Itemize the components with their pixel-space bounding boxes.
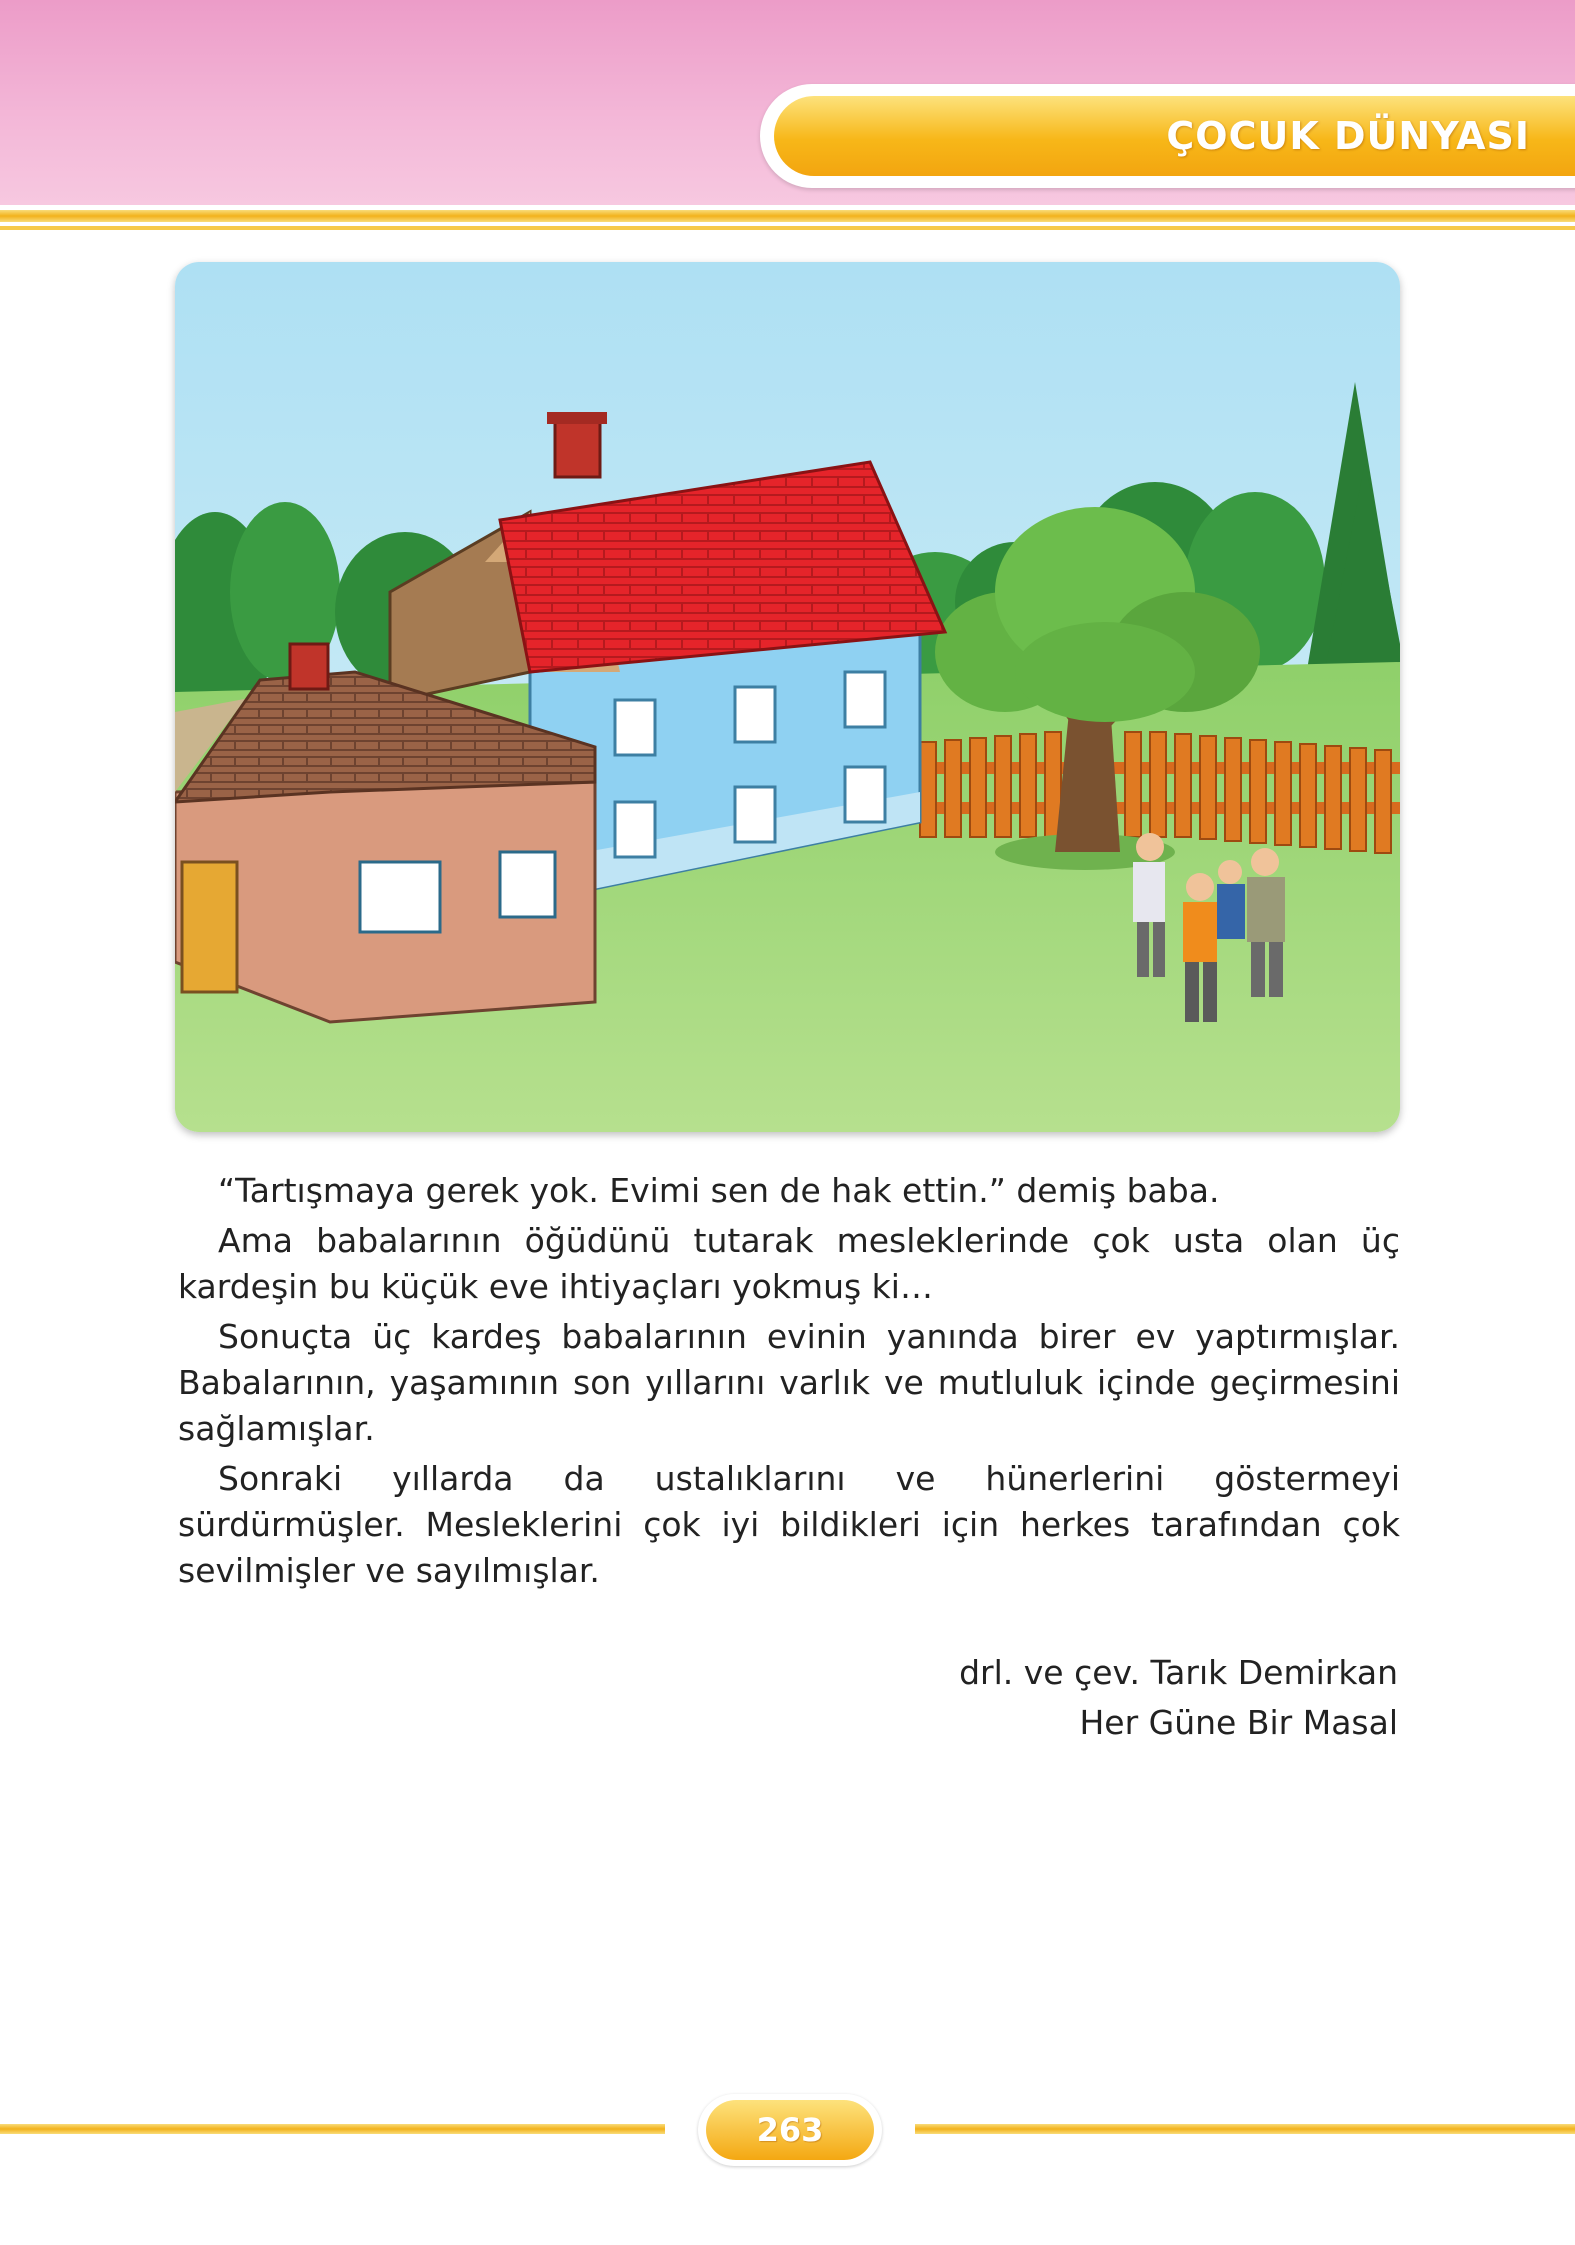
story-paragraph: “Tartışmaya gerek yok. Evimi sen de hak ettin.” demiş baba.	[218, 1171, 1220, 1210]
source-credit	[959, 1648, 1398, 1748]
footer-line-right	[915, 2124, 1575, 2134]
story-text	[178, 1168, 1400, 1598]
credit-book: Her Güne Bir Masal	[1079, 1703, 1398, 1742]
story-paragraph: Ama babalarının öğüdünü tutarak mesleklerinde çok usta olan üç kardeşin bu küçük eve ihtiyaçları yokmuş ki…	[178, 1221, 1400, 1306]
credit-author: drl. ve çev. Tarık Demirkan	[959, 1653, 1398, 1692]
story-illustration	[175, 262, 1400, 1132]
story-paragraph: Sonuçta üç kardeş babalarının evinin yanında birer ev yaptırmışlar. Babalarının, yaşamının son yıllarını varlık ve mutluluk içinde geçirmesini sağlamışlar.	[178, 1317, 1400, 1448]
header-divider-thin	[0, 226, 1575, 230]
story-paragraph: Sonraki yıllarda da ustalıklarını ve hünerlerini göstermeyi sürdürmüşler. Mesleklerini çok iyi bildikleri için herkes tarafından çok sevilmişler ve sayılmışlar.	[178, 1459, 1400, 1590]
header-divider	[0, 210, 1575, 222]
page-number: 263	[706, 2100, 874, 2160]
footer-line-left	[0, 2124, 665, 2134]
section-title: ÇOCUK DÜNYASI	[1166, 114, 1530, 158]
